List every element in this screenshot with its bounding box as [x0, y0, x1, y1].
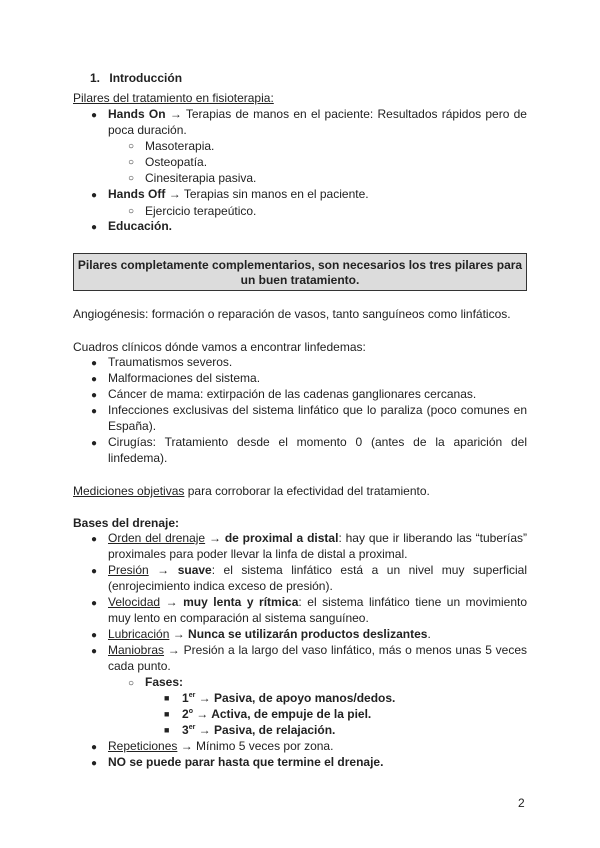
- bullet: ●: [91, 190, 98, 201]
- drainage-speed-item: [108, 595, 527, 626]
- list-item: Cirugías: Tratamiento desde el momento 0 (antes de la aparición del linfedema).: [108, 435, 527, 465]
- hands-on-item: [108, 107, 527, 138]
- hands-off-item: [108, 187, 369, 203]
- hands-off-label: Hands Off: [108, 187, 166, 201]
- drainage-maneuvers-item: [108, 643, 527, 674]
- drainage-order-item: [108, 531, 527, 562]
- bullet: ●: [91, 758, 98, 769]
- phase-number: 2: [182, 707, 189, 721]
- phase-item: [182, 707, 371, 723]
- bullet: ●: [91, 598, 98, 609]
- measurements-term: Mediciones objetivas: [73, 484, 185, 498]
- term: Repeticiones: [108, 739, 178, 753]
- arrow: →: [160, 595, 184, 609]
- bullet: ■: [164, 725, 170, 735]
- callout-box: Pilares completamente complementarios, son necesarios los tres pilares para un buen tratamiento.: [73, 253, 527, 291]
- measurements-text: para corroborar la efectividad del tratamiento.: [184, 484, 430, 498]
- term: Lubricación: [108, 627, 170, 641]
- bullet: ○: [128, 206, 135, 217]
- sub-item: Osteopatía.: [145, 155, 208, 169]
- bullet: ●: [91, 566, 98, 577]
- list-item: Malformaciones del sistema.: [108, 371, 261, 385]
- bullet: ●: [91, 438, 98, 449]
- bullet: ●: [91, 222, 98, 233]
- arrow: →: [168, 187, 181, 201]
- arrow: →: [205, 531, 225, 545]
- term: Velocidad: [108, 595, 161, 609]
- angiogenesis-paragraph: Angiogénesis: formación o reparación de vasos, tanto sanguíneos como linfáticos.: [73, 307, 511, 321]
- phase-text: → Pasiva, de relajación.: [195, 723, 336, 737]
- phase-number: 1: [182, 691, 189, 705]
- phase-item: [182, 691, 395, 707]
- phase-ordinal: er: [188, 724, 196, 731]
- bullet: ●: [91, 374, 98, 385]
- pillars-heading: Pilares del tratamiento en fisioterapia:: [73, 91, 274, 105]
- section-number: 1.: [90, 71, 101, 85]
- arrow: →: [164, 643, 184, 657]
- bullet: ■: [164, 693, 170, 703]
- arrow: →: [169, 627, 189, 641]
- drainage-no-stop-item: NO se puede parar hasta que termine el drenaje.: [108, 755, 384, 769]
- bullet: ○: [128, 141, 135, 152]
- bullet: ■: [164, 709, 170, 719]
- description: Presión a la largo del vaso linfático, más o menos unas 5 veces cada punto.: [108, 643, 527, 673]
- bullet: ●: [91, 406, 98, 417]
- measurements-paragraph: [73, 484, 430, 500]
- description: : hay que ir liberando las “tuberías” proximales para poder llevar la linfa de distal a proximal.: [108, 531, 527, 561]
- bullet: ●: [91, 742, 98, 753]
- key-phrase: de proximal a distal: [224, 531, 339, 545]
- arrow: →: [177, 739, 197, 753]
- list-item: Traumatismos severos.: [108, 355, 233, 369]
- bullet: ●: [91, 390, 98, 401]
- term: Maniobras: [108, 643, 165, 657]
- hands-on-text: Terapias de manos en el paciente: Resultados rápidos pero de poca duración.: [108, 107, 527, 137]
- term: Presión: [108, 563, 149, 577]
- phase-number: 3: [182, 723, 189, 737]
- bullet: ●: [91, 110, 98, 121]
- phase-text: → Activa, de empuje de la piel.: [192, 707, 372, 721]
- list-item: Cáncer de mama: extirpación de las cadenas ganglionares cercanas.: [108, 387, 477, 401]
- clinical-heading: Cuadros clínicos dónde vamos a encontrar linfedemas:: [73, 340, 366, 354]
- drainage-lubrication-item: [108, 627, 431, 643]
- bullet: ●: [91, 630, 98, 641]
- education-item: Educación.: [108, 219, 173, 233]
- page-number: 2: [518, 796, 525, 810]
- bullet: ●: [91, 534, 98, 545]
- description: .: [427, 627, 431, 641]
- phase-ordinal: er: [188, 692, 196, 699]
- sub-item: Masoterapia.: [145, 139, 215, 153]
- drainage-heading: Bases del drenaje:: [73, 516, 180, 530]
- bullet: ○: [128, 173, 135, 184]
- bullet: ●: [91, 646, 98, 657]
- hands-off-text: Terapias sin manos en el paciente.: [183, 187, 369, 201]
- bullet: ○: [128, 157, 135, 168]
- phase-ordinal: o: [188, 708, 193, 715]
- list-item: Infecciones exclusivas del sistema linfático que lo paraliza (poco comunes en España).: [108, 403, 527, 433]
- section-title: [90, 71, 182, 87]
- description: : el sistema linfático está a un nivel muy superficial (enrojecimiento indica exceso de presión).: [108, 563, 527, 593]
- sub-item: Ejercicio terapeútico.: [145, 204, 257, 218]
- key-phrase: suave: [177, 563, 212, 577]
- arrow: →: [148, 563, 178, 577]
- phase-item: [182, 723, 335, 739]
- arrow: →: [169, 107, 182, 121]
- hands-on-label: Hands On: [108, 107, 166, 121]
- bullet: ○: [128, 678, 135, 689]
- description: : el sistema linfático tiene un movimiento muy lento en comparación al sistema sanguíneo.: [108, 595, 527, 625]
- key-phrase: muy lenta y rítmica: [183, 595, 299, 609]
- drainage-repetitions-item: [108, 739, 333, 755]
- description: Mínimo 5 veces por zona.: [196, 739, 334, 753]
- sub-item: Cinesiterapia pasiva.: [145, 171, 257, 185]
- term: Orden del drenaje: [108, 531, 206, 545]
- phase-text: → Pasiva, de apoyo manos/dedos.: [195, 691, 396, 705]
- bullet: ●: [91, 358, 98, 369]
- key-phrase: Nunca se utilizarán productos deslizantes: [188, 627, 428, 641]
- phases-label: Fases:: [145, 675, 184, 689]
- section-title-text: Introducción: [109, 71, 183, 85]
- drainage-pressure-item: [108, 563, 527, 594]
